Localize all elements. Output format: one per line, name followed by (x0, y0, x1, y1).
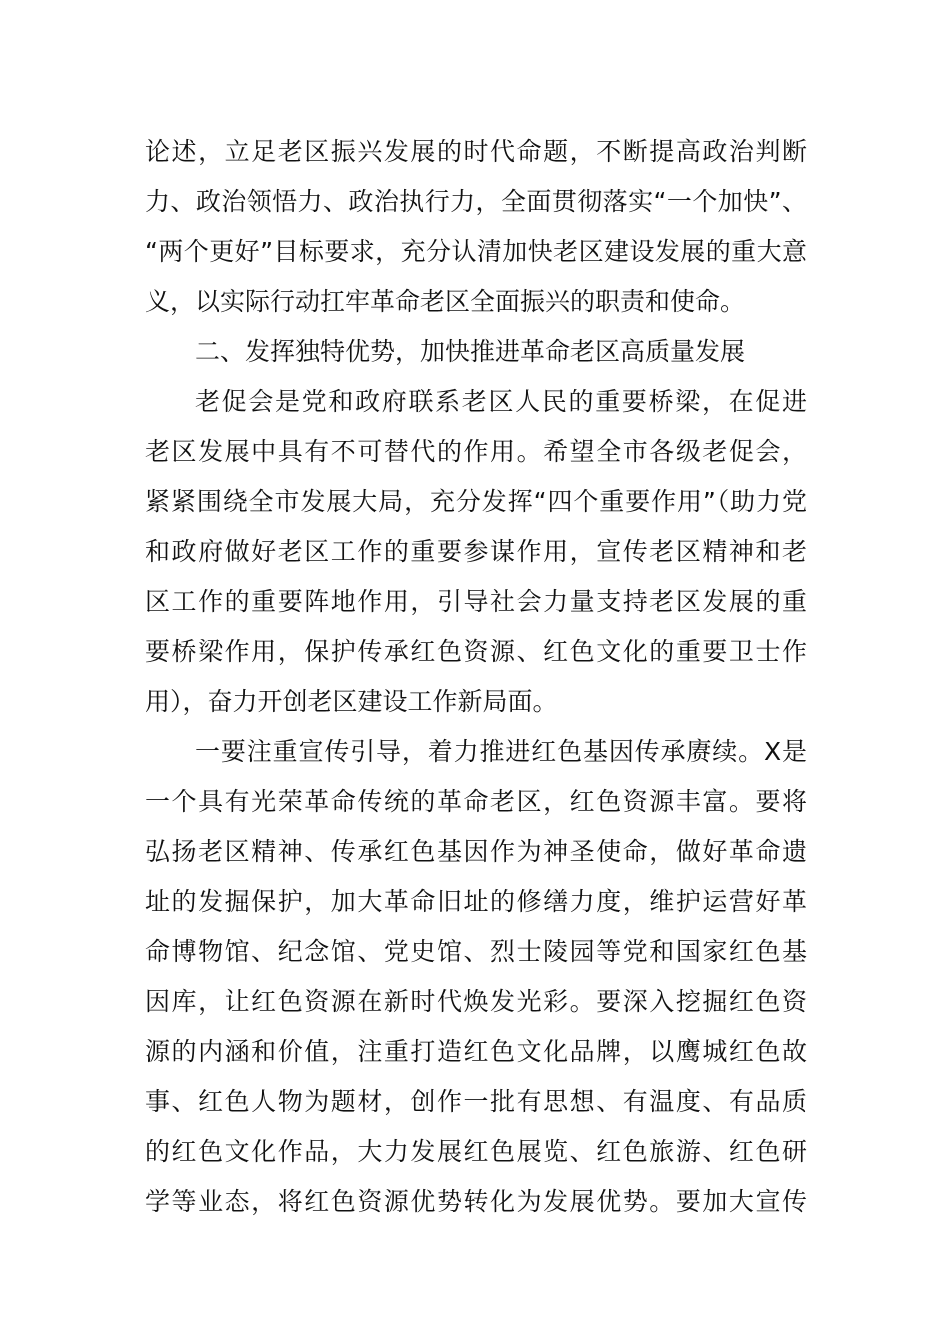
document-body (145, 127, 807, 1227)
paragraph-line: 一要注重宣传引导，着力推进红色基因传承赓续。X是 (195, 737, 807, 766)
paragraph-line: 老促会是党和政府联系老区人民的重要桥梁，在促进 (195, 387, 807, 416)
paragraph-line: 因库，让红色资源在新时代焕发光彩。要深入挖掘红色资 (145, 987, 807, 1016)
paragraph-line: 要桥梁作用，保护传承红色资源、红色文化的重要卫士作 (145, 637, 807, 666)
paragraph-line: 源的内涵和价值，注重打造红色文化品牌，以鹰城红色故 (145, 1037, 807, 1066)
paragraph-line: 事、红色人物为题材，创作一批有思想、有温度、有品质 (145, 1087, 807, 1116)
paragraph-line: 紧紧围绕全市发展大局，充分发挥“四个重要作用”（助力党 (145, 487, 807, 516)
paragraph-line: 力、政治领悟力、政治执行力，全面贯彻落实“一个加快”、 (145, 187, 807, 216)
section-heading: 二、发挥独特优势，加快推进革命老区高质量发展 (195, 337, 746, 366)
paragraph-line: 址的发掘保护，加大革命旧址的修缮力度，维护运营好革 (145, 887, 807, 916)
paragraph-line: 区工作的重要阵地作用，引导社会力量支持老区发展的重 (145, 587, 807, 616)
paragraph-line: 学等业态，将红色资源优势转化为发展优势。要加大宣传 (145, 1187, 807, 1216)
paragraph-line: 一个具有光荣革命传统的革命老区，红色资源丰富。要将 (145, 787, 807, 816)
paragraph-line: “两个更好”目标要求，充分认清加快老区建设发展的重大意 (145, 237, 807, 266)
paragraph-line: 论述，立足老区振兴发展的时代命题，不断提高政治判断 (145, 137, 807, 166)
paragraph-line: 命博物馆、纪念馆、党史馆、烈士陵园等党和国家红色基 (145, 937, 807, 966)
paragraph-line: 义，以实际行动扛牢革命老区全面振兴的职责和使命。 (145, 287, 746, 316)
paragraph-line: 老区发展中具有不可替代的作用。希望全市各级老促会， (145, 437, 807, 466)
paragraph-line: 的红色文化作品，大力发展红色展览、红色旅游、红色研 (145, 1137, 807, 1166)
paragraph-line: 用），奋力开创老区建设工作新局面。 (145, 687, 558, 716)
paragraph-line: 和政府做好老区工作的重要参谋作用，宣传老区精神和老 (145, 537, 807, 566)
paragraph-line: 弘扬老区精神、传承红色基因作为神圣使命，做好革命遗 (145, 837, 807, 866)
